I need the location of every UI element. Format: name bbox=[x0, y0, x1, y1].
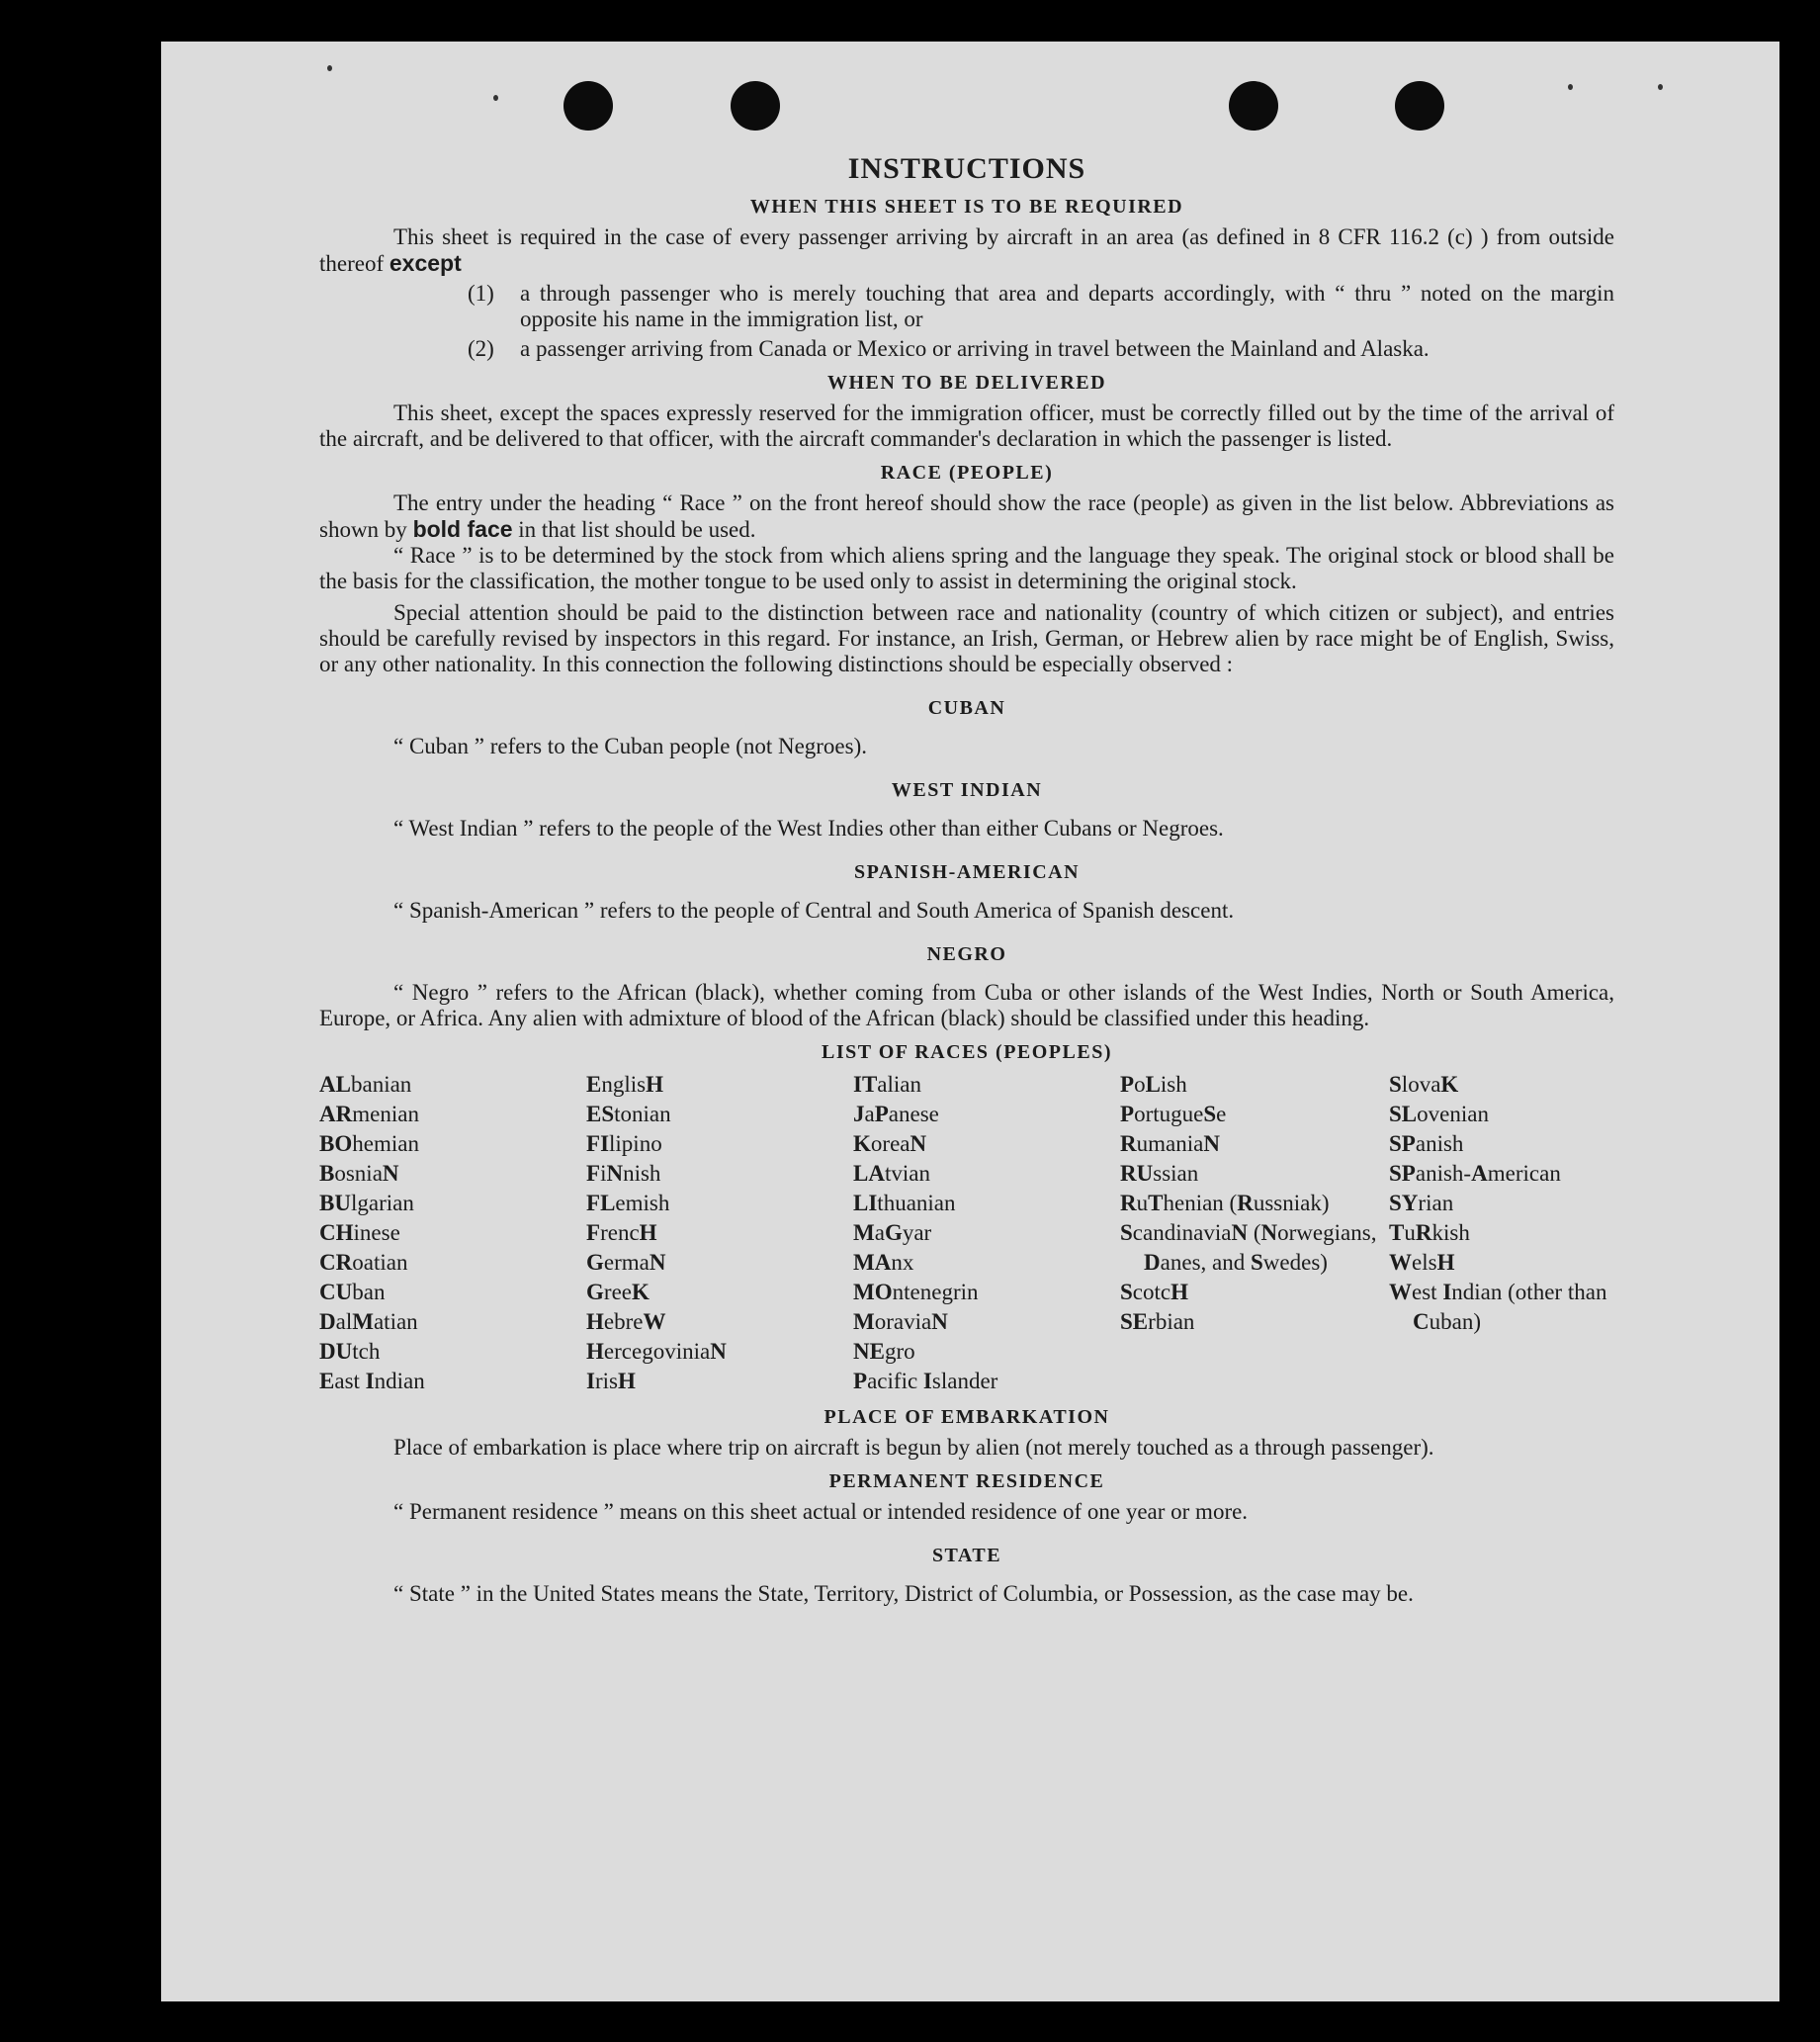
race-entry: JaPanese bbox=[853, 1102, 939, 1126]
heading-when-delivered: WHEN TO BE DELIVERED bbox=[826, 372, 1107, 394]
race-entry: CRoatian bbox=[319, 1250, 408, 1275]
race-entry: MaGyar bbox=[853, 1220, 932, 1245]
race-entry: MOntenegrin bbox=[853, 1280, 979, 1304]
race-entry: CUban bbox=[319, 1280, 386, 1304]
race-entry: FiNnish bbox=[586, 1161, 661, 1186]
race-entry: BOhemian bbox=[319, 1131, 419, 1156]
heading-when-required: WHEN THIS SHEET IS TO BE REQUIRED bbox=[749, 196, 1184, 218]
race-entry: PortugueSe bbox=[1120, 1102, 1227, 1126]
speck bbox=[1568, 84, 1573, 90]
negro-text: “ Negro ” refers to the African (black), whether coming from Cuba or other islands of the West Indies, North or South America, Europe, or Africa. Any alien with admixture of blood of the African (black) should be classified under this heading. bbox=[319, 980, 1614, 1030]
heading-permanent-residence: PERMANENT RESIDENCE bbox=[828, 1470, 1105, 1492]
race-entry: CHinese bbox=[319, 1220, 400, 1245]
race-entry: East Indian bbox=[319, 1369, 425, 1393]
page-title: INSTRUCTIONS bbox=[847, 152, 1086, 185]
heading-negro: NEGRO bbox=[926, 943, 1007, 965]
race-entry: MoraviaN bbox=[853, 1309, 948, 1334]
race-entry: LIthuanian bbox=[853, 1191, 956, 1215]
when-delivered-text: This sheet, except the spaces expressly reserved for the immigration officer, must be correctly filled out by the time of the arrival of the aircraft, and be delivered to that officer, with the aircraft commander's declaration in which the passenger is listed. bbox=[319, 400, 1614, 451]
race-list bbox=[319, 1070, 1614, 1396]
race-entry: FIlipino bbox=[586, 1131, 662, 1156]
heading-list-of-races: LIST OF RACES (PEOPLES) bbox=[821, 1041, 1112, 1063]
race-entry: HercegoviniaN bbox=[586, 1339, 727, 1364]
heading-west-indian: WEST INDIAN bbox=[891, 779, 1043, 801]
spanish-american-text: “ Spanish-American ” refers to the people of Central and South America of Spanish descent. bbox=[393, 898, 1235, 923]
race-entry: FrencH bbox=[586, 1220, 657, 1245]
race-entry: SPanish bbox=[1389, 1131, 1464, 1156]
race-entry: ALbanian bbox=[319, 1072, 412, 1097]
heading-cuban: CUBAN bbox=[927, 697, 1006, 719]
speck bbox=[327, 65, 332, 71]
race-entry: RuThenian (Russniak) bbox=[1120, 1191, 1330, 1215]
west-indian-text: “ West Indian ” refers to the people of the West Indies other than either Cubans or Negroes. bbox=[393, 816, 1224, 841]
list-item: (1) a through passenger who is merely touching that area and departs accordingly, with “ thru ” noted on the margin opposite his name in the immigration list, or bbox=[468, 281, 1614, 331]
race-entry: EStonian bbox=[586, 1102, 671, 1126]
race-entry: DalMatian bbox=[319, 1309, 418, 1334]
race-column bbox=[1120, 1070, 1389, 1396]
race-entry: ITalian bbox=[853, 1072, 922, 1097]
race-column bbox=[853, 1070, 1120, 1396]
race-entry: TuRkish bbox=[1389, 1220, 1470, 1245]
race-column bbox=[586, 1070, 853, 1396]
race-entry: HebreW bbox=[586, 1309, 666, 1334]
cuban-text: “ Cuban ” refers to the Cuban people (not Negroes). bbox=[393, 734, 868, 758]
race-entry: RumaniaN bbox=[1120, 1131, 1220, 1156]
race-paragraph-3: Special attention should be paid to the distinction between race and nationality (country of which citizen or subject), and entries should be carefully revised by inspectors in this regard. For instance, an Irish, German, or Hebrew alien by race might be of English, Swiss, or any other nationality. In this connection the following distinctions should be especially observed : bbox=[319, 600, 1614, 676]
race-entry: West Indian (other than Cuban) bbox=[1389, 1280, 1607, 1334]
punch-hole bbox=[563, 81, 613, 131]
race-entry: IrisH bbox=[586, 1369, 636, 1393]
punch-hole bbox=[731, 81, 780, 131]
race-entry: FLemish bbox=[586, 1191, 670, 1215]
race-entry: PoLish bbox=[1120, 1072, 1187, 1097]
punch-hole bbox=[1229, 81, 1278, 131]
race-entry: SYrian bbox=[1389, 1191, 1454, 1215]
race-column bbox=[319, 1070, 586, 1396]
race-entry: Pacific Islander bbox=[853, 1369, 998, 1393]
speck bbox=[493, 95, 498, 101]
race-entry: DUtch bbox=[319, 1339, 381, 1364]
heading-state: STATE bbox=[931, 1545, 1002, 1566]
document-page bbox=[161, 42, 1779, 2001]
race-column bbox=[1389, 1070, 1616, 1396]
race-entry: MAnx bbox=[853, 1250, 914, 1275]
instructions-content bbox=[319, 152, 1614, 1607]
race-paragraph-2: “ Race ” is to be determined by the stock from which aliens spring and the language they speak. The original stock or blood shall be the basis for the classification, the mother tongue to be used only to assist in determining the original stock. bbox=[319, 543, 1614, 593]
race-entry: ARmenian bbox=[319, 1102, 419, 1126]
embarkation-text: Place of embarkation is place where trip on aircraft is begun by alien (not merely touched as a through passenger). bbox=[393, 1435, 1434, 1460]
state-text: “ State ” in the United States means the State, Territory, District of Columbia, or Possession, as the case may be. bbox=[393, 1581, 1414, 1606]
race-entry: RUssian bbox=[1120, 1161, 1199, 1186]
race-entry: BUlgarian bbox=[319, 1191, 414, 1215]
race-entry: WelsH bbox=[1389, 1250, 1455, 1275]
race-entry: GreeK bbox=[586, 1280, 650, 1304]
heading-spanish-american: SPANISH-AMERICAN bbox=[853, 861, 1081, 883]
permanent-residence-text: “ Permanent residence ” means on this sheet actual or intended residence of one year or more. bbox=[393, 1499, 1249, 1524]
race-paragraph-1: The entry under the heading “ Race ” on the front hereof should show the race (people) as given in the list below. Abbreviations as shown by bold face in that list should be used. bbox=[319, 490, 1614, 542]
list-item: (2) a passenger arriving from Canada or Mexico or arriving in travel between the Mainland and Alaska. bbox=[468, 336, 1430, 361]
heading-race: RACE (PEOPLE) bbox=[880, 462, 1054, 484]
race-entry: ScotcH bbox=[1120, 1280, 1189, 1304]
race-entry: LAtvian bbox=[853, 1161, 930, 1186]
punch-hole bbox=[1395, 81, 1444, 131]
speck bbox=[1658, 84, 1663, 90]
race-entry: GermaN bbox=[586, 1250, 666, 1275]
race-entry: SErbian bbox=[1120, 1309, 1195, 1334]
heading-embarkation: PLACE OF EMBARKATION bbox=[823, 1406, 1110, 1428]
race-entry: NEgro bbox=[853, 1339, 915, 1364]
race-entry: SLovenian bbox=[1389, 1102, 1489, 1126]
race-entry: BosniaN bbox=[319, 1161, 399, 1186]
race-entry: SlovaK bbox=[1389, 1072, 1459, 1097]
race-entry: KoreaN bbox=[853, 1131, 927, 1156]
race-entry: SPanish-American bbox=[1389, 1161, 1561, 1186]
race-entry: EnglisH bbox=[586, 1072, 663, 1097]
race-entry: ScandinaviaN (Norwegians, Danes, and Swedes) bbox=[1120, 1220, 1377, 1275]
when-required-intro: This sheet is required in the case of every passenger arriving by aircraft in an area (as defined in 8 CFR 116.2 (c) ) from outside thereof except bbox=[319, 224, 1614, 276]
